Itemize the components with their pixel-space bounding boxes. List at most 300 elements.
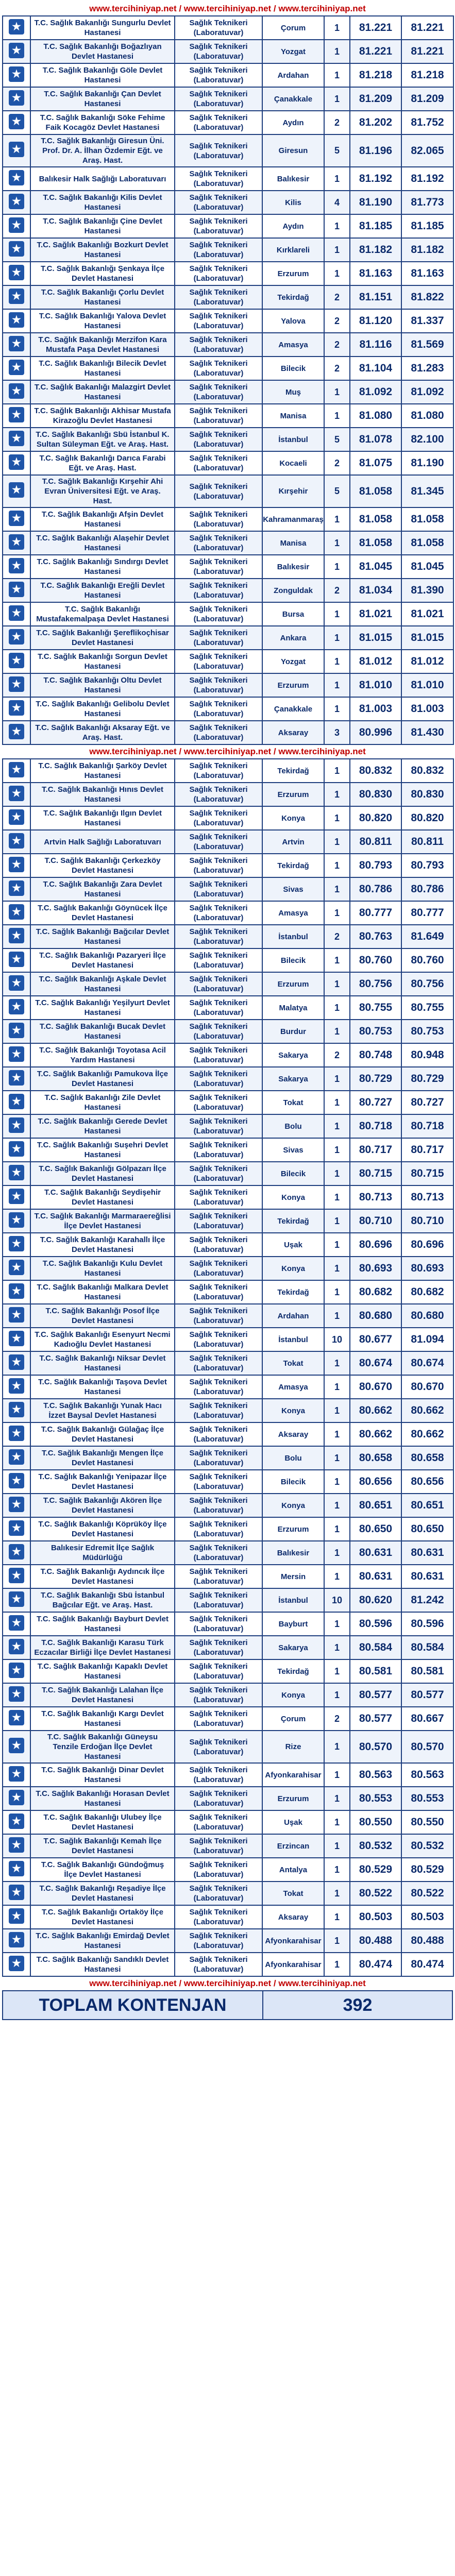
max-score: 81.242 (401, 1588, 453, 1612)
max-score: 80.793 (401, 854, 453, 877)
institution-name: T.C. Sağlık Bakanlığı Çorlu Devlet Hastanesi (30, 285, 175, 309)
min-score: 81.012 (350, 650, 401, 673)
quota-value: 1 (324, 1541, 350, 1565)
institution-name: T.C. Sağlık Bakanlığı Aşkale Devlet Hastanesi (30, 972, 175, 996)
institution-name: Balıkesir Edremit İlçe Sağlık Müdürlüğü (30, 1541, 175, 1565)
max-score: 80.696 (401, 1233, 453, 1257)
max-score: 80.811 (401, 830, 453, 854)
star-icon (9, 454, 24, 470)
program-name: Sağlık Teknikeri (Laboratuvar) (175, 854, 262, 877)
quota-value: 1 (324, 854, 350, 877)
institution-name: T.C. Sağlık Bakanlığı Sındırgı Devlet Hastanesi (30, 555, 175, 579)
max-score: 81.182 (401, 238, 453, 262)
star-icon (9, 1591, 24, 1607)
program-name: Sağlık Teknikeri (Laboratuvar) (175, 1114, 262, 1138)
institution-name: T.C. Sağlık Bakanlığı Reşadiye İlçe Devlet Hastanesi (30, 1882, 175, 1905)
max-score: 80.529 (401, 1858, 453, 1882)
max-score: 80.830 (401, 783, 453, 806)
program-name: Sağlık Teknikeri (Laboratuvar) (175, 1517, 262, 1541)
institution-name: T.C. Sağlık Bakanlığı Şereflikoçhisar Devlet Hastanesi (30, 626, 175, 650)
min-score: 81.209 (350, 87, 401, 111)
row-star-icon (3, 1612, 30, 1636)
table-row (3, 214, 453, 238)
row-star-icon (3, 214, 30, 238)
min-score: 81.120 (350, 309, 401, 333)
program-name: Sağlık Teknikeri (Laboratuvar) (175, 309, 262, 333)
city-name: İstanbul (262, 1328, 324, 1351)
min-score: 80.710 (350, 1209, 401, 1233)
city-name: Yozgat (262, 650, 324, 673)
star-icon (9, 383, 24, 399)
min-score: 80.563 (350, 1763, 401, 1787)
star-icon (9, 431, 24, 446)
institution-name: T.C. Sağlık Bakanlığı Seydişehir Devlet Hastanesi (30, 1185, 175, 1209)
min-score: 81.058 (350, 475, 401, 507)
program-name: Sağlık Teknikeri (Laboratuvar) (175, 602, 262, 626)
min-score: 81.104 (350, 357, 401, 380)
institution-name: T.C. Sağlık Bakanlığı Kapaklı Devlet Hastanesi (30, 1659, 175, 1683)
quota-value: 1 (324, 1787, 350, 1810)
row-star-icon (3, 507, 30, 531)
star-icon (9, 1070, 24, 1086)
min-score: 80.577 (350, 1707, 401, 1731)
row-star-icon (3, 475, 30, 507)
table-row (3, 285, 453, 309)
max-score: 80.522 (401, 1882, 453, 1905)
city-name: Ankara (262, 626, 324, 650)
program-name: Sağlık Teknikeri (Laboratuvar) (175, 1257, 262, 1280)
max-score: 82.100 (401, 428, 453, 451)
program-name: Sağlık Teknikeri (Laboratuvar) (175, 357, 262, 380)
institution-name: T.C. Sağlık Bakanlığı Aksaray Eğt. ve Araş. Hast. (30, 721, 175, 744)
city-name: Konya (262, 1257, 324, 1280)
min-score: 80.651 (350, 1494, 401, 1517)
institution-name: T.C. Sağlık Bakanlığı Malkara Devlet Hastanesi (30, 1280, 175, 1304)
min-score: 80.996 (350, 721, 401, 744)
min-score: 81.190 (350, 191, 401, 214)
quota-value: 1 (324, 63, 350, 87)
row-star-icon (3, 1091, 30, 1114)
site-banner-bottom[interactable]: www.tercihiniyap.net / www.tercihiniyap.net / www.tercihiniyap.net (2, 1977, 453, 1990)
table-row (3, 602, 453, 626)
city-name: Sivas (262, 877, 324, 901)
row-star-icon (3, 1067, 30, 1091)
city-name: Tekirdağ (262, 759, 324, 783)
city-name: İstanbul (262, 1588, 324, 1612)
institution-name: T.C. Sağlık Bakanlığı Yenipazar İlçe Devlet Hastanesi (30, 1470, 175, 1494)
quota-value: 2 (324, 285, 350, 309)
institution-name: T.C. Sağlık Bakanlığı Posof İlçe Devlet Hastanesi (30, 1304, 175, 1328)
city-name: Çorum (262, 16, 324, 40)
max-score: 80.680 (401, 1304, 453, 1328)
quota-value: 1 (324, 507, 350, 531)
max-score: 80.577 (401, 1683, 453, 1707)
site-banner-top[interactable]: www.tercihiniyap.net / www.tercihiniyap.net / www.tercihiniyap.net (2, 2, 453, 15)
row-star-icon (3, 1565, 30, 1588)
program-name: Sağlık Teknikeri (Laboratuvar) (175, 721, 262, 744)
star-icon (9, 1615, 24, 1631)
program-name: Sağlık Teknikeri (Laboratuvar) (175, 650, 262, 673)
row-star-icon (3, 1787, 30, 1810)
quota-value: 1 (324, 1834, 350, 1858)
institution-name: T.C. Sağlık Bakanlığı Sandıklı Devlet Hastanesi (30, 1953, 175, 1976)
table-row (3, 380, 453, 404)
star-icon (9, 1378, 24, 1394)
max-score: 80.503 (401, 1905, 453, 1929)
star-icon (9, 1956, 24, 1971)
max-score: 81.221 (401, 16, 453, 40)
city-name: Ardahan (262, 63, 324, 87)
min-score: 80.662 (350, 1422, 401, 1446)
max-score: 81.021 (401, 602, 453, 626)
program-name: Sağlık Teknikeri (Laboratuvar) (175, 1280, 262, 1304)
table-row (3, 238, 453, 262)
star-icon (9, 312, 24, 328)
table-row (3, 1209, 453, 1233)
program-name: Sağlık Teknikeri (Laboratuvar) (175, 579, 262, 602)
program-name: Sağlık Teknikeri (Laboratuvar) (175, 191, 262, 214)
star-icon (9, 1449, 24, 1465)
program-name: Sağlık Teknikeri (Laboratuvar) (175, 507, 262, 531)
star-icon (9, 558, 24, 573)
max-score: 80.777 (401, 901, 453, 925)
quota-value: 1 (324, 1233, 350, 1257)
institution-name: T.C. Sağlık Bakanlığı Şarköy Devlet Hastanesi (30, 759, 175, 783)
star-icon (9, 952, 24, 967)
program-name: Sağlık Teknikeri (Laboratuvar) (175, 1683, 262, 1707)
star-icon (9, 1908, 24, 1924)
quota-value: 2 (324, 451, 350, 475)
quota-value: 1 (324, 555, 350, 579)
institution-name: T.C. Sağlık Bakanlığı Sorgun Devlet Hastanesi (30, 650, 175, 673)
program-name: Sağlık Teknikeri (Laboratuvar) (175, 697, 262, 721)
row-star-icon (3, 191, 30, 214)
program-name: Sağlık Teknikeri (Laboratuvar) (175, 531, 262, 555)
quota-value: 1 (324, 1470, 350, 1494)
star-icon (9, 170, 24, 185)
city-name: Afyonkarahisar (262, 1953, 324, 1976)
min-score: 80.674 (350, 1351, 401, 1375)
star-icon (9, 1473, 24, 1488)
quota-value: 1 (324, 1422, 350, 1446)
table-row (3, 1328, 453, 1351)
quota-value: 1 (324, 1399, 350, 1422)
program-name: Sağlık Teknikeri (Laboratuvar) (175, 1067, 262, 1091)
table-row (3, 1882, 453, 1905)
min-score: 81.116 (350, 333, 401, 357)
quota-value: 1 (324, 1067, 350, 1091)
site-banner-middle[interactable]: www.tercihiniyap.net / www.tercihiniyap.net / www.tercihiniyap.net (2, 745, 453, 758)
quota-value: 1 (324, 1683, 350, 1707)
star-icon (9, 241, 24, 257)
program-name: Sağlık Teknikeri (Laboratuvar) (175, 167, 262, 191)
table-row (3, 333, 453, 357)
min-score: 80.658 (350, 1446, 401, 1470)
star-icon (9, 1766, 24, 1782)
quota-value: 1 (324, 901, 350, 925)
city-name: Giresun (262, 134, 324, 167)
table-row (3, 1043, 453, 1067)
min-score: 80.729 (350, 1067, 401, 1091)
quota-value: 1 (324, 40, 350, 63)
row-star-icon (3, 1020, 30, 1043)
star-icon (9, 786, 24, 801)
program-name: Sağlık Teknikeri (Laboratuvar) (175, 1091, 262, 1114)
row-star-icon (3, 1351, 30, 1375)
row-star-icon (3, 285, 30, 309)
program-name: Sağlık Teknikeri (Laboratuvar) (175, 1588, 262, 1612)
min-score: 81.182 (350, 238, 401, 262)
table-row (3, 1138, 453, 1162)
institution-name: T.C. Sağlık Bakanlığı Pamukova İlçe Devlet Hastanesi (30, 1067, 175, 1091)
quota-value: 1 (324, 1162, 350, 1185)
max-score: 80.753 (401, 1020, 453, 1043)
program-name: Sağlık Teknikeri (Laboratuvar) (175, 1422, 262, 1446)
city-name: Konya (262, 1399, 324, 1422)
star-icon (9, 1212, 24, 1228)
program-name: Sağlık Teknikeri (Laboratuvar) (175, 1494, 262, 1517)
city-name: Konya (262, 1494, 324, 1517)
min-score: 80.718 (350, 1114, 401, 1138)
program-name: Sağlık Teknikeri (Laboratuvar) (175, 626, 262, 650)
city-name: Balıkesir (262, 555, 324, 579)
max-score: 80.570 (401, 1731, 453, 1763)
min-score: 80.693 (350, 1257, 401, 1280)
city-name: Bilecik (262, 1162, 324, 1185)
max-score: 81.283 (401, 357, 453, 380)
quota-value: 5 (324, 475, 350, 507)
max-score: 81.058 (401, 531, 453, 555)
max-score: 80.670 (401, 1375, 453, 1399)
city-name: Aydın (262, 111, 324, 134)
max-score: 81.221 (401, 40, 453, 63)
institution-name: T.C. Sağlık Bakanlığı Akören İlçe Devlet Hastanesi (30, 1494, 175, 1517)
table-row (3, 404, 453, 428)
program-name: Sağlık Teknikeri (Laboratuvar) (175, 262, 262, 285)
program-name: Sağlık Teknikeri (Laboratuvar) (175, 1043, 262, 1067)
table-row (3, 1517, 453, 1541)
star-icon (9, 582, 24, 597)
institution-name: T.C. Sağlık Bakanlığı Yalova Devlet Hastanesi (30, 309, 175, 333)
row-star-icon (3, 1209, 30, 1233)
institution-name: T.C. Sağlık Bakanlığı Bozkurt Devlet Hastanesi (30, 238, 175, 262)
quota-value: 2 (324, 925, 350, 948)
program-name: Sağlık Teknikeri (Laboratuvar) (175, 40, 262, 63)
program-name: Sağlık Teknikeri (Laboratuvar) (175, 428, 262, 451)
min-score: 80.529 (350, 1858, 401, 1882)
city-name: Malatya (262, 996, 324, 1020)
row-star-icon (3, 1304, 30, 1328)
program-name: Sağlık Teknikeri (Laboratuvar) (175, 1565, 262, 1588)
max-score: 80.488 (401, 1929, 453, 1953)
min-score: 80.793 (350, 854, 401, 877)
row-star-icon (3, 1494, 30, 1517)
program-name: Sağlık Teknikeri (Laboratuvar) (175, 806, 262, 830)
program-name: Sağlık Teknikeri (Laboratuvar) (175, 1209, 262, 1233)
max-score: 81.185 (401, 214, 453, 238)
institution-name: T.C. Sağlık Bakanlığı Pazaryeri İlçe Devlet Hastanesi (30, 948, 175, 972)
max-score: 80.755 (401, 996, 453, 1020)
quota-value: 1 (324, 626, 350, 650)
row-star-icon (3, 1929, 30, 1953)
min-score: 81.202 (350, 111, 401, 134)
max-score: 80.650 (401, 1517, 453, 1541)
table-row (3, 854, 453, 877)
city-name: Erzincan (262, 1834, 324, 1858)
institution-name: T.C. Sağlık Bakanlığı Ilgın Devlet Hastanesi (30, 806, 175, 830)
quota-value: 1 (324, 1257, 350, 1280)
max-score: 81.345 (401, 475, 453, 507)
max-score: 80.727 (401, 1091, 453, 1114)
max-score: 81.003 (401, 697, 453, 721)
min-score: 80.713 (350, 1185, 401, 1209)
quota-value: 1 (324, 783, 350, 806)
institution-name: T.C. Sağlık Bakanlığı Aydıncık İlçe Devlet Hastanesi (30, 1565, 175, 1588)
program-name: Sağlık Teknikeri (Laboratuvar) (175, 1810, 262, 1834)
row-star-icon (3, 16, 30, 40)
star-icon (9, 1331, 24, 1346)
row-star-icon (3, 1707, 30, 1731)
row-star-icon (3, 1810, 30, 1834)
row-star-icon (3, 830, 30, 854)
program-name: Sağlık Teknikeri (Laboratuvar) (175, 555, 262, 579)
city-name: Uşak (262, 1233, 324, 1257)
quota-value: 1 (324, 1929, 350, 1953)
star-icon (9, 1283, 24, 1299)
max-score: 81.092 (401, 380, 453, 404)
min-score: 80.522 (350, 1882, 401, 1905)
max-score: 82.065 (401, 134, 453, 167)
max-score: 80.631 (401, 1565, 453, 1588)
city-name: İstanbul (262, 428, 324, 451)
city-name: Konya (262, 1185, 324, 1209)
city-name: Afyonkarahisar (262, 1929, 324, 1953)
quota-value: 1 (324, 1763, 350, 1787)
program-name: Sağlık Teknikeri (Laboratuvar) (175, 380, 262, 404)
city-name: Manisa (262, 404, 324, 428)
star-icon (9, 833, 24, 849)
row-star-icon (3, 602, 30, 626)
max-score: 80.584 (401, 1636, 453, 1659)
city-name: Erzurum (262, 1517, 324, 1541)
table-row (3, 1787, 453, 1810)
max-score: 80.532 (401, 1834, 453, 1858)
row-star-icon (3, 1470, 30, 1494)
row-star-icon (3, 1233, 30, 1257)
min-score: 81.196 (350, 134, 401, 167)
max-score: 80.820 (401, 806, 453, 830)
star-icon (9, 676, 24, 692)
table-row (3, 531, 453, 555)
table-row (3, 111, 453, 134)
city-name: Antalya (262, 1858, 324, 1882)
max-score: 80.662 (401, 1399, 453, 1422)
quota-value: 2 (324, 1707, 350, 1731)
program-name: Sağlık Teknikeri (Laboratuvar) (175, 925, 262, 948)
institution-name: T.C. Sağlık Bakanlığı Gerede Devlet Hastanesi (30, 1114, 175, 1138)
star-icon (9, 1141, 24, 1157)
row-star-icon (3, 1541, 30, 1565)
institution-name: T.C. Sağlık Bakanlığı Bilecik Devlet Hastanesi (30, 357, 175, 380)
min-score: 81.021 (350, 602, 401, 626)
city-name: Erzurum (262, 262, 324, 285)
row-star-icon (3, 1328, 30, 1351)
table-row (3, 673, 453, 697)
institution-name: T.C. Sağlık Bakanlığı Kilis Devlet Hastanesi (30, 191, 175, 214)
institution-name: T.C. Sağlık Bakanlığı Zile Devlet Hastanesi (30, 1091, 175, 1114)
min-score: 81.221 (350, 16, 401, 40)
table-row (3, 1446, 453, 1470)
table-row (3, 650, 453, 673)
program-name: Sağlık Teknikeri (Laboratuvar) (175, 333, 262, 357)
quota-value: 1 (324, 167, 350, 191)
quota-value: 2 (324, 111, 350, 134)
program-name: Sağlık Teknikeri (Laboratuvar) (175, 1636, 262, 1659)
quota-value: 1 (324, 1882, 350, 1905)
star-icon (9, 1236, 24, 1251)
quota-value: 1 (324, 1659, 350, 1683)
min-score: 80.677 (350, 1328, 401, 1351)
max-score: 81.569 (401, 333, 453, 357)
star-icon (9, 114, 24, 129)
program-name: Sağlık Teknikeri (Laboratuvar) (175, 1446, 262, 1470)
min-score: 80.532 (350, 1834, 401, 1858)
min-score: 80.474 (350, 1953, 401, 1976)
min-score: 81.092 (350, 380, 401, 404)
min-score: 81.218 (350, 63, 401, 87)
row-star-icon (3, 697, 30, 721)
row-star-icon (3, 1905, 30, 1929)
star-icon (9, 1497, 24, 1512)
table-row (3, 972, 453, 996)
row-star-icon (3, 783, 30, 806)
row-star-icon (3, 357, 30, 380)
row-star-icon (3, 1114, 30, 1138)
star-icon (9, 1354, 24, 1370)
city-name: Bolu (262, 1114, 324, 1138)
quota-value: 1 (324, 262, 350, 285)
star-icon (9, 1046, 24, 1062)
institution-name: T.C. Sağlık Bakanlığı Çine Devlet Hastanesi (30, 214, 175, 238)
table-row (3, 1351, 453, 1375)
program-name: Sağlık Teknikeri (Laboratuvar) (175, 404, 262, 428)
quota-value: 1 (324, 1517, 350, 1541)
institution-name: T.C. Sağlık Bakanlığı Gülağaç İlçe Devlet Hastanesi (30, 1422, 175, 1446)
max-score: 80.760 (401, 948, 453, 972)
quota-value: 1 (324, 1494, 350, 1517)
program-name: Sağlık Teknikeri (Laboratuvar) (175, 1953, 262, 1976)
max-score: 81.390 (401, 579, 453, 602)
min-score: 80.581 (350, 1659, 401, 1683)
max-score: 81.163 (401, 262, 453, 285)
max-score: 81.010 (401, 673, 453, 697)
star-icon (9, 1932, 24, 1947)
star-icon (9, 1568, 24, 1583)
program-name: Sağlık Teknikeri (Laboratuvar) (175, 111, 262, 134)
star-icon (9, 289, 24, 304)
max-score: 81.209 (401, 87, 453, 111)
institution-name: T.C. Sağlık Bakanlığı Gelibolu Devlet Hastanesi (30, 697, 175, 721)
table-row (3, 626, 453, 650)
institution-name: T.C. Sağlık Bakanlığı Alaşehir Devlet Hastanesi (30, 531, 175, 555)
city-name: Zonguldak (262, 579, 324, 602)
quota-value: 1 (324, 404, 350, 428)
quota-value: 1 (324, 948, 350, 972)
star-icon (9, 809, 24, 825)
row-star-icon (3, 333, 30, 357)
city-name: Ardahan (262, 1304, 324, 1328)
star-icon (9, 700, 24, 716)
